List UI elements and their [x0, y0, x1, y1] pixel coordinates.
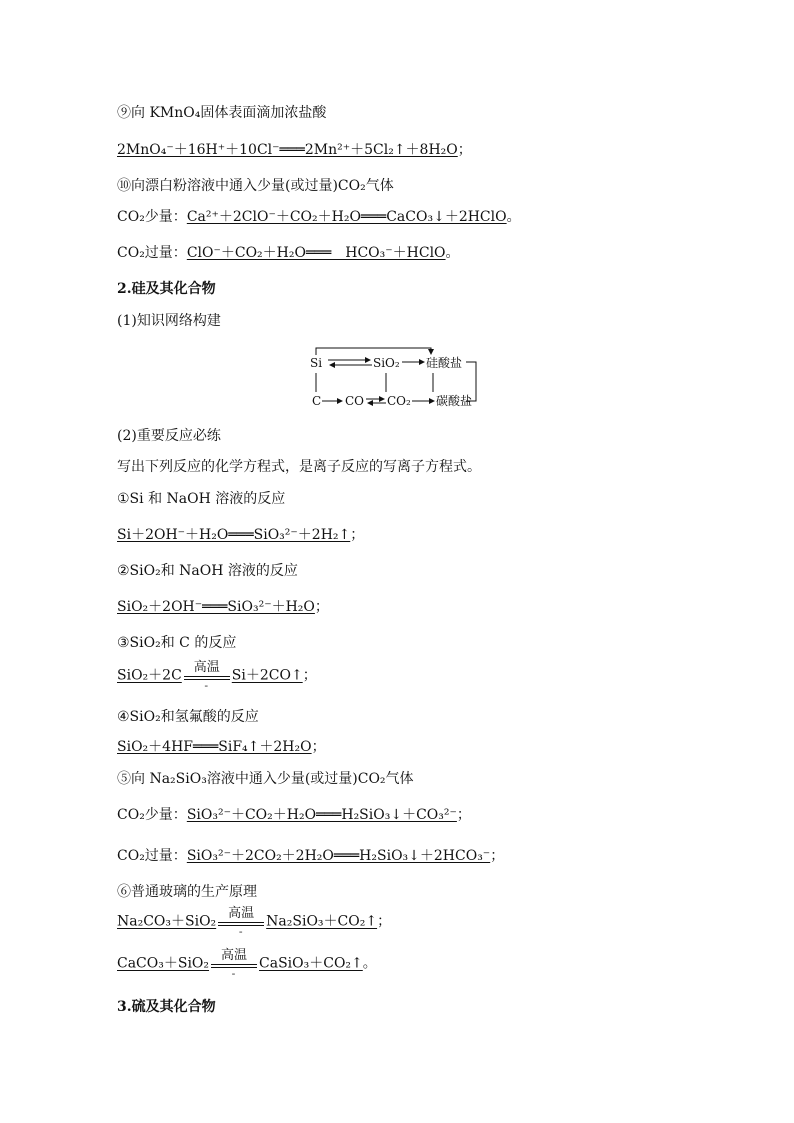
silicon-network-diagram: [308, 345, 493, 410]
reaction-10-excess: [117, 244, 460, 262]
punctuation: ；: [314, 599, 329, 615]
equation-right: Si＋2CO↑: [231, 667, 303, 684]
equation: Ca²⁺＋2ClO⁻＋CO₂＋H₂O═══CaCO₃↓＋2HClO: [186, 209, 507, 225]
section-heading-silicon: 2.硅及其化合物: [117, 281, 216, 297]
question-1: ①Si 和 NaOH 溶液的反应: [117, 491, 286, 507]
node-co2: CO₂: [387, 394, 411, 408]
dash-mark: -: [238, 925, 244, 938]
condition-label: CO₂少量：: [117, 209, 187, 225]
node-co: CO: [345, 394, 365, 408]
reaction-9-title: ⑨向 KMnO₄固体表面滴加浓盐酸: [117, 105, 327, 121]
reaction-condition: [184, 660, 230, 691]
punctuation: ；: [302, 667, 317, 684]
equation-left: CaCO₃＋SiO₂: [117, 955, 210, 972]
punctuation: 。: [506, 209, 521, 225]
reaction-condition: [218, 906, 264, 937]
answer-3: [117, 660, 317, 691]
reaction-9-equation: [117, 141, 472, 159]
equation: SiO₃²⁻＋CO₂＋H₂O═══H₂SiO₃↓＋CO₃²⁻: [186, 807, 457, 823]
node-carbonate: 碳酸盐: [436, 394, 473, 408]
condition-label: CO₂过量：: [117, 245, 187, 261]
punctuation: 。: [445, 245, 460, 261]
answer-5-excess: [117, 847, 504, 865]
question-6: ⑥普通玻璃的生产原理: [117, 884, 257, 900]
answer-4: [117, 738, 326, 756]
punctuation: 。: [362, 955, 377, 972]
reaction-10-title: ⑩向漂白粉溶液中通入少量(或过量)CO₂气体: [117, 178, 394, 194]
question-2: ②SiO₂和 NaOH 溶液的反应: [117, 563, 298, 579]
subsection-network: (1)知识网络构建: [117, 313, 221, 329]
answer-2: [117, 598, 329, 616]
reaction-10-small: [117, 208, 521, 226]
equation-left: Na₂CO₃＋SiO₂: [117, 913, 217, 930]
reaction-condition: [211, 948, 257, 979]
question-4: ④SiO₂和氢氟酸的反应: [117, 709, 259, 725]
answer-1: [117, 526, 364, 544]
punctuation: ；: [490, 848, 505, 864]
condition-label: CO₂过量：: [117, 848, 187, 864]
condition-text: 高温: [221, 948, 248, 963]
condition-text: 高温: [228, 906, 255, 921]
punctuation: ；: [311, 739, 326, 755]
node-c: C: [312, 394, 322, 408]
question-5: ⑤向 Na₂SiO₃溶液中通入少量(或过量)CO₂气体: [117, 771, 414, 787]
punctuation: ；: [456, 807, 471, 823]
dash-mark: -: [231, 967, 237, 980]
equation: SiO₂＋2OH⁻═══SiO₃²⁻＋H₂O: [117, 599, 315, 615]
equation: ClO⁻＋CO₂＋H₂O═══ HCO₃⁻＋HClO: [186, 245, 446, 261]
section-heading-sulfur: 3.硫及其化合物: [117, 999, 216, 1015]
instruction: 写出下列反应的化学方程式，是离子反应的写离子方程式。: [117, 459, 481, 475]
punctuation: ；: [377, 913, 392, 930]
answer-5-small: [117, 806, 471, 824]
equation-left: SiO₂＋2C: [117, 667, 182, 684]
answer-6b: [117, 948, 377, 979]
equation-right: CaSiO₃＋CO₂↑: [259, 955, 363, 972]
equation: SiO₃²⁻＋2CO₂＋2H₂O═══H₂SiO₃↓＋2HCO₃⁻: [186, 848, 491, 864]
answer-6a: [117, 906, 391, 937]
node-silicate: 硅酸盐: [426, 356, 463, 370]
punctuation: ；: [350, 527, 365, 543]
dash-mark: -: [204, 679, 210, 692]
condition-label: CO₂少量：: [117, 807, 187, 823]
subsection-reactions: (2)重要反应必练: [117, 428, 221, 444]
equation: 2MnO₄⁻＋16H⁺＋10Cl⁻═══2Mn²⁺＋5Cl₂↑＋8H₂O: [117, 142, 458, 158]
question-3: ③SiO₂和 C 的反应: [117, 635, 237, 651]
node-si: Si: [310, 356, 323, 370]
punctuation: ；: [457, 142, 472, 158]
condition-text: 高温: [193, 660, 220, 675]
node-sio2: SiO₂: [373, 356, 400, 370]
equation-right: Na₂SiO₃＋CO₂↑: [266, 913, 378, 930]
equation: SiO₂＋4HF═══SiF₄↑＋2H₂O: [117, 739, 312, 755]
equation: Si＋2OH⁻＋H₂O═══SiO₃²⁻＋2H₂↑: [117, 527, 351, 543]
